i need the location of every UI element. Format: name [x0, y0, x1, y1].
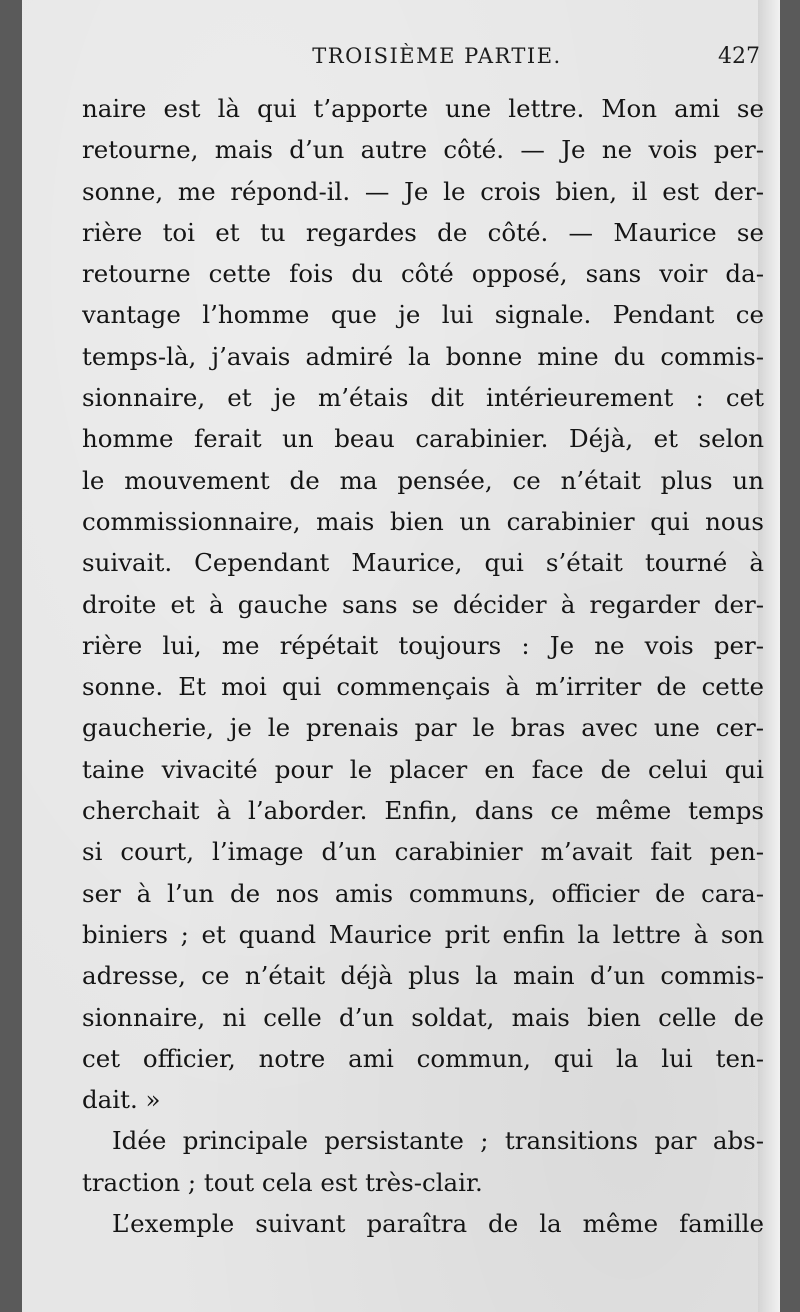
- text-line: cherchait à l’aborder. Enfin, dans ce même temps: [82, 796, 764, 826]
- text-line: sionnaire, et je m’étais dit intérieurement : cet: [82, 383, 764, 413]
- text-line: vantage l’homme que je lui signale. Pendant ce: [82, 300, 764, 330]
- text-line: commissionnaire, mais bien un carabinier qui nous: [82, 506, 764, 536]
- text-line: sonne. Et moi qui commençais à m’irriter de cette: [82, 672, 764, 702]
- text-line: retourne, mais d’un autre côté. — Je ne vois per-: [82, 135, 764, 165]
- text-line: dait. »: [82, 1085, 161, 1115]
- body-text: [82, 88, 764, 1244]
- text-line: droite et à gauche sans se décider à regarder der-: [82, 589, 764, 619]
- text-line: sionnaire, ni celle d’un soldat, mais bien celle de: [82, 1002, 764, 1032]
- text-line: le mouvement de ma pensée, ce n’était plus un: [82, 465, 764, 495]
- text-line: naire est là qui t’apporte une lettre. Mon ami se: [82, 94, 764, 123]
- text-line: homme ferait un beau carabinier. Déjà, et selon: [82, 424, 764, 454]
- text-line: biniers ; et quand Maurice prit enfin la lettre à son: [82, 919, 764, 949]
- text-line: rière lui, me répétait toujours : Je ne vois per-: [82, 630, 764, 660]
- running-head: TROISIÈME PARTIE.: [312, 44, 562, 68]
- text-line: sonne, me répond-il. — Je le crois bien, il est der-: [82, 176, 764, 206]
- text-line: si court, l’image d’un carabinier m’avait fait pen-: [82, 837, 764, 867]
- page-header: [84, 44, 760, 78]
- text-line: L’exemple suivant paraîtra de la même famille: [112, 1209, 764, 1239]
- page-number: 427: [718, 44, 760, 69]
- text-line: temps-là, j’avais admiré la bonne mine du commis-: [82, 341, 764, 371]
- text-line: taine vivacité pour le placer en face de celui qui: [82, 754, 764, 784]
- text-line: traction ; tout cela est très-clair.: [82, 1167, 483, 1197]
- text-line: ser à l’un de nos amis communs, officier de cara-: [82, 878, 764, 908]
- text-line: cet officier, notre ami commun, qui la lui ten-: [82, 1043, 764, 1073]
- text-line: Idée principale persistante ; transitions par abs-: [112, 1126, 764, 1156]
- text-line: retourne cette fois du côté opposé, sans voir da-: [82, 259, 764, 289]
- text-line: gaucherie, je le prenais par le bras avec une cer-: [82, 713, 764, 743]
- book-page: [22, 0, 780, 1312]
- text-line: suivait. Cependant Maurice, qui s’était tourné à: [82, 548, 764, 578]
- text-line: rière toi et tu regardes de côté. — Maurice se: [82, 217, 764, 247]
- text-line: adresse, ce n’était déjà plus la main d’un commis-: [82, 961, 764, 991]
